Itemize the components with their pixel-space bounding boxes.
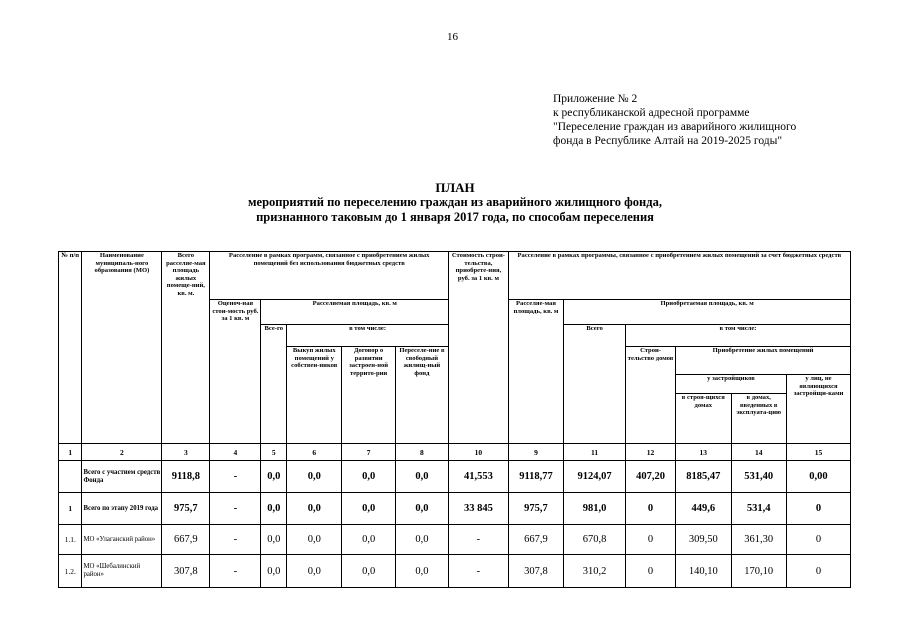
table-row (59, 493, 851, 525)
header-cell: в строя-щихся домах (676, 394, 731, 444)
appendix-line: "Переселение граждан из аварийного жилищного (553, 121, 797, 133)
table-cell: - (210, 555, 261, 588)
table-cell: 309,50 (676, 525, 731, 555)
header-cell: Всего (564, 325, 626, 444)
header-cell: Приобретаемая площадь, кв. м (564, 300, 851, 325)
table-cell: 0 (786, 493, 850, 525)
column-number: 8 (395, 444, 448, 461)
table-cell: 140,10 (676, 555, 731, 588)
row-number: 1.1. (59, 525, 82, 555)
table-cell: 8185,47 (676, 461, 731, 493)
column-number: 15 (786, 444, 850, 461)
table-cell: 9118,77 (508, 461, 563, 493)
table-cell: 9124,07 (564, 461, 626, 493)
table-cell: 975,7 (162, 493, 210, 525)
table-cell: - (210, 525, 261, 555)
column-number: 12 (626, 444, 676, 461)
table-cell: 33 845 (449, 493, 509, 525)
table-cell: 41,553 (449, 461, 509, 493)
header-cell: Расселяе-мая площадь, кв. м (508, 300, 563, 444)
header-cell: Расселяемая площадь, кв. м (261, 300, 449, 325)
table-cell: 0,0 (287, 525, 342, 555)
table-row (59, 461, 851, 493)
column-number: 9 (508, 444, 563, 461)
header-cell: Наименование муниципаль-ного образования (МО) (82, 252, 162, 444)
table-cell: 0 (626, 493, 676, 525)
table-cell: 0 (786, 555, 850, 588)
table-cell: 170,10 (731, 555, 786, 588)
table-cell: 981,0 (564, 493, 626, 525)
table-cell: 667,9 (508, 525, 563, 555)
table-cell: 670,8 (564, 525, 626, 555)
appendix-block (553, 92, 843, 148)
table-cell: 0,0 (287, 493, 342, 525)
table-cell: 449,6 (676, 493, 731, 525)
table-cell: 667,9 (162, 525, 210, 555)
document-title (120, 180, 790, 225)
table-cell: 310,2 (564, 555, 626, 588)
table-cell: 0,0 (342, 493, 395, 525)
table-cell: 0,0 (261, 461, 287, 493)
column-number: 11 (564, 444, 626, 461)
table-cell: 0,0 (261, 555, 287, 588)
header-cell: Оценоч-ная стои-мость руб. за 1 кв. м (210, 300, 261, 444)
row-name: МО «Улаганский район» (82, 525, 162, 555)
table-cell: 0,0 (287, 461, 342, 493)
table-cell: - (449, 555, 509, 588)
row-number: 1 (59, 493, 82, 525)
header-cell: Договор о развитии застроен-ной террито-рии (342, 347, 395, 444)
header-cell: № п/п (59, 252, 82, 444)
row-number: 1.2. (59, 555, 82, 588)
header-cell: Строи-тельство домов (626, 347, 676, 444)
column-number: 2 (82, 444, 162, 461)
table-row (59, 555, 851, 588)
column-number: 14 (731, 444, 786, 461)
table-cell: 307,8 (508, 555, 563, 588)
page-number: 16 (447, 31, 458, 43)
appendix-line: Приложение № 2 (553, 93, 638, 105)
table-cell: 0,0 (342, 555, 395, 588)
title-line: мероприятий по переселению граждан из аварийного жилищного фонда, (248, 195, 662, 209)
header-cell: у застройщиков (676, 375, 787, 394)
column-number: 1 (59, 444, 82, 461)
header-cell: Выкуп жилых помещений у собствен-ников (287, 347, 342, 444)
column-number: 6 (287, 444, 342, 461)
row-name: Всего с участием средств Фонда (82, 461, 162, 493)
header-cell: Расселение в рамках программ, связанное с приобретением жилых помещений без использования бюджетных средств (210, 252, 449, 300)
column-number: 7 (342, 444, 395, 461)
table-cell: 0,0 (261, 493, 287, 525)
table-cell: 0,0 (395, 461, 448, 493)
appendix-line: фонда в Республике Алтай на 2019-2025 годы" (553, 135, 783, 147)
header-cell: Переселе-ние в свободный жилищ-ный фонд (395, 347, 448, 444)
column-number: 5 (261, 444, 287, 461)
table-cell: 975,7 (508, 493, 563, 525)
table-cell: 0,0 (395, 525, 448, 555)
table-cell: 531,40 (731, 461, 786, 493)
header-row (59, 252, 851, 300)
header-cell: в том числе: (287, 325, 449, 347)
plan-table (58, 251, 851, 588)
column-number: 3 (162, 444, 210, 461)
column-number: 13 (676, 444, 731, 461)
row-number (59, 461, 82, 493)
title-line: признанного таковым до 1 января 2017 года, по способам переселения (256, 210, 654, 224)
row-name: Всего по этапу 2019 года (82, 493, 162, 525)
table-cell: - (449, 525, 509, 555)
header-cell: в домах, введенных в эксплуата-цию (731, 394, 786, 444)
table-cell: 0 (626, 525, 676, 555)
table-cell: 0,0 (342, 461, 395, 493)
header-cell: Стоимость строи-тельства, приобрете-ния, руб. за 1 кв. м (449, 252, 509, 444)
header-cell: Всего расселяе-мая площадь жилых помеще-ний, кв. м. (162, 252, 210, 444)
table-cell: 0,0 (342, 525, 395, 555)
table-cell: 9118,8 (162, 461, 210, 493)
table-cell: - (210, 493, 261, 525)
table-cell: 307,8 (162, 555, 210, 588)
header-cell: Приобретение жилых помещений (676, 347, 851, 375)
header-cell: в том числе: (626, 325, 851, 347)
header-cell: Расселение в рамках программы, связанное с приобретением жилых помещений за счет бюджетных средств (508, 252, 850, 300)
table-cell: 0 (626, 555, 676, 588)
title-line: ПЛАН (435, 180, 475, 195)
table-cell: 0,0 (261, 525, 287, 555)
column-number-row (59, 444, 851, 461)
table-cell: 531,4 (731, 493, 786, 525)
table-cell: 0,00 (786, 461, 850, 493)
column-number: 4 (210, 444, 261, 461)
row-name: МО «Шебалинский район» (82, 555, 162, 588)
table-cell: 0 (786, 525, 850, 555)
table-cell: 0,0 (395, 555, 448, 588)
table-cell: 407,20 (626, 461, 676, 493)
table-cell: 361,30 (731, 525, 786, 555)
header-cell: Все-го (261, 325, 287, 444)
table-cell: 0,0 (287, 555, 342, 588)
column-number: 10 (449, 444, 509, 461)
appendix-line: к республиканской адресной программе (553, 107, 750, 119)
table-row (59, 525, 851, 555)
table-cell: - (210, 461, 261, 493)
table-cell: 0,0 (395, 493, 448, 525)
header-cell: у лиц, не являющихся застройщи-ками (786, 375, 850, 444)
